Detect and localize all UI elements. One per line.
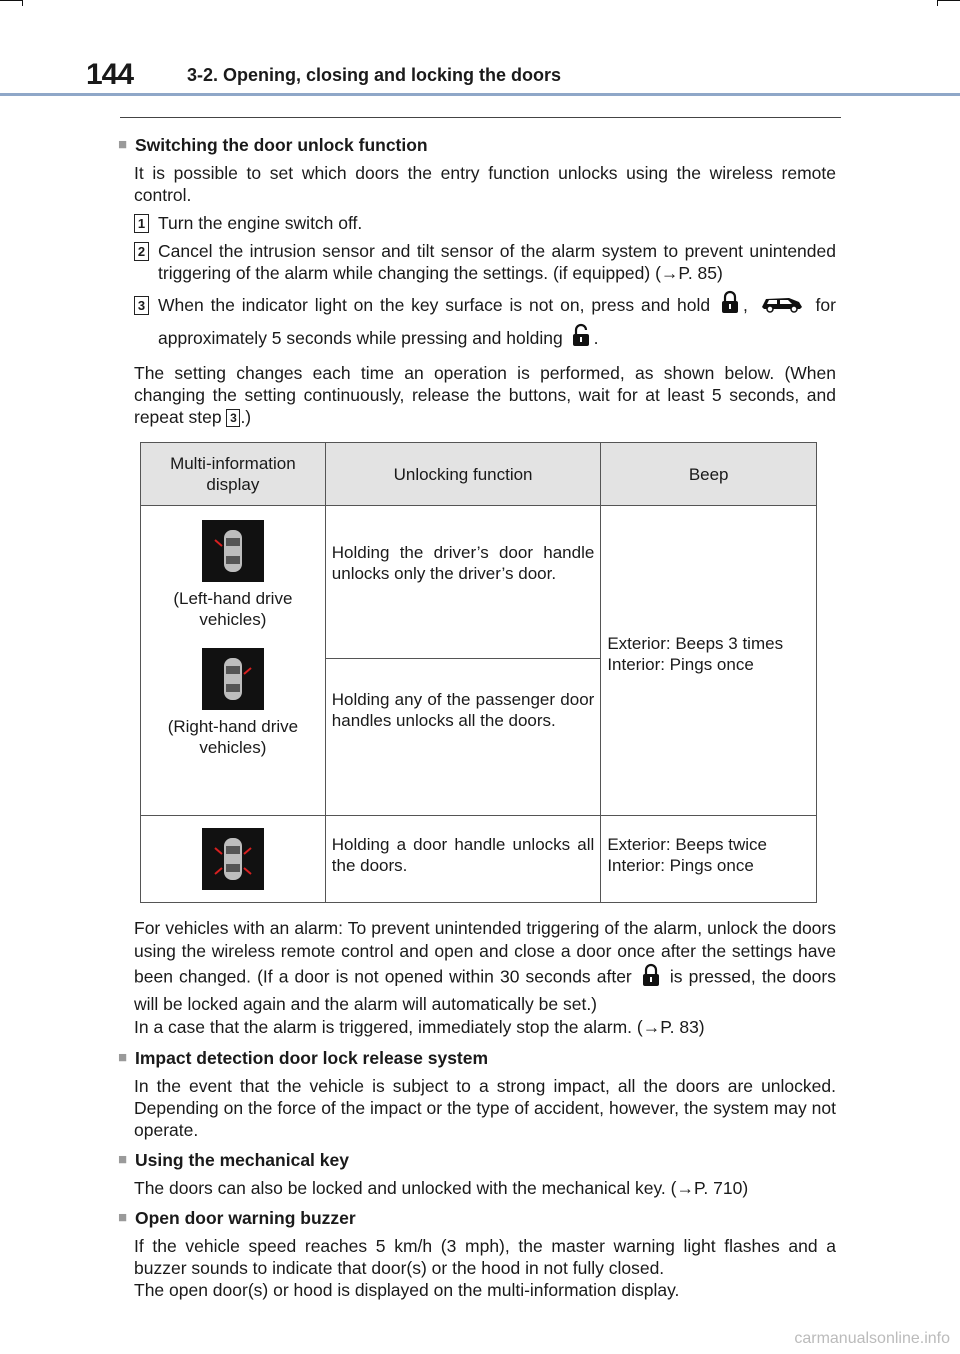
square-bullet-icon: ■ <box>118 1209 128 1226</box>
section-body: The doors can also be locked and unlocked with the mechanical key. (→P. 710) <box>134 1178 749 1198</box>
step-number: 3 <box>134 296 149 315</box>
unlock-button-icon <box>572 323 590 356</box>
table-cell: Holding any of the passenger door handles unlocks all the doors. <box>325 659 601 816</box>
alarm-note: For vehicles with an alarm: To prevent unintended triggering of the alarm, unlock the doors using the wireless remote control and open and close a door once after the settings have been changed. (If a door is not opened within 30 seconds after is pressed, the doors will be locked again and the alarm will automatically be set.) In a case that the alarm is triggered, immediately stop the alarm. (→P. 83) <box>134 918 836 1037</box>
mid-driver-door-image <box>202 520 264 582</box>
page-content <box>118 128 836 1301</box>
rhd-caption: (Right-hand drive vehicles) <box>167 717 299 757</box>
step-text: Turn the engine switch off. <box>158 213 363 233</box>
square-bullet-icon: ■ <box>118 1049 128 1066</box>
section-heading <box>118 134 836 156</box>
page-number: 144 <box>86 58 134 91</box>
lhd-caption: (Left-hand drive vehicles) <box>173 589 293 629</box>
section-heading <box>118 1149 836 1171</box>
square-bullet-icon: ■ <box>118 136 128 153</box>
crop-mark <box>938 0 960 1</box>
watermark: carmanualsonline.info <box>794 1330 950 1347</box>
lock-button-icon <box>642 963 660 993</box>
section-title: Open door warning buzzer <box>135 1208 356 1228</box>
table-cell <box>141 816 326 903</box>
square-bullet-icon: ■ <box>118 1151 128 1168</box>
section-heading <box>118 1207 836 1229</box>
step-text: When the indicator light on the key surface is not on, press and hold , for approximately 5 seconds while pressing and holding . <box>158 290 836 356</box>
table-cell <box>141 506 326 816</box>
section-heading <box>118 1047 836 1069</box>
back-door-button-icon <box>759 292 805 322</box>
section-body: In the event that the vehicle is subject to a strong impact, all the doors are unlocked. Depending on the force of the impact or the type of accident, however, the system may not operate. <box>134 1076 836 1140</box>
step-number: 2 <box>134 242 149 261</box>
section-body: If the vehicle speed reaches 5 km/h (3 mph), the master warning light flashes and a buzzer sounds to indicate that door(s) or the hood in not fully closed. The open door(s) or hood is displayed on the multi-information display. <box>134 1236 836 1300</box>
step-1 <box>134 212 836 234</box>
section-title: Impact detection door lock release system <box>135 1048 489 1068</box>
lock-button-icon <box>721 290 739 323</box>
table-cell: Exterior: Beeps twice Interior: Pings once <box>601 816 817 903</box>
mid-all-doors-image <box>202 828 264 890</box>
table-cell: Exterior: Beeps 3 times Interior: Pings once <box>601 506 817 816</box>
crop-mark <box>22 0 23 6</box>
step-3 <box>134 290 836 356</box>
table-cell: Holding the driver’s door handle unlocks only the driver’s door. <box>325 506 601 659</box>
table-header: Multi-information display <box>141 443 326 506</box>
step-2 <box>134 240 836 284</box>
section-title: Switching the door unlock function <box>135 135 428 155</box>
unlock-settings-table <box>140 442 817 903</box>
mid-driver-door-image <box>202 648 264 710</box>
crop-mark <box>0 0 22 1</box>
step-number: 1 <box>134 214 149 233</box>
step-reference: 3 <box>226 409 240 427</box>
content-rule <box>120 117 841 118</box>
table-cell: Holding a door handle unlocks all the doors. <box>325 816 601 903</box>
table-header: Beep <box>601 443 817 506</box>
intro-paragraph: It is possible to set which doors the entry function unlocks using the wireless remote control. <box>134 163 836 205</box>
section-title: Using the mechanical key <box>135 1150 349 1170</box>
crop-mark <box>937 0 938 6</box>
step-text: Cancel the intrusion sensor and tilt sensor of the alarm system to prevent unintended triggering of the alarm while changing the settings. (if equipped) (→P. 85) <box>158 241 836 283</box>
setting-note: The setting changes each time an operation is performed, as shown below. (When changing the setting continuously, release the buttons, wait for at least 5 seconds, and repeat step 3 .) <box>134 363 836 427</box>
header-rule <box>0 93 960 96</box>
table-header: Unlocking function <box>325 443 601 506</box>
chapter-title: 3-2. Opening, closing and locking the doors <box>187 65 562 85</box>
